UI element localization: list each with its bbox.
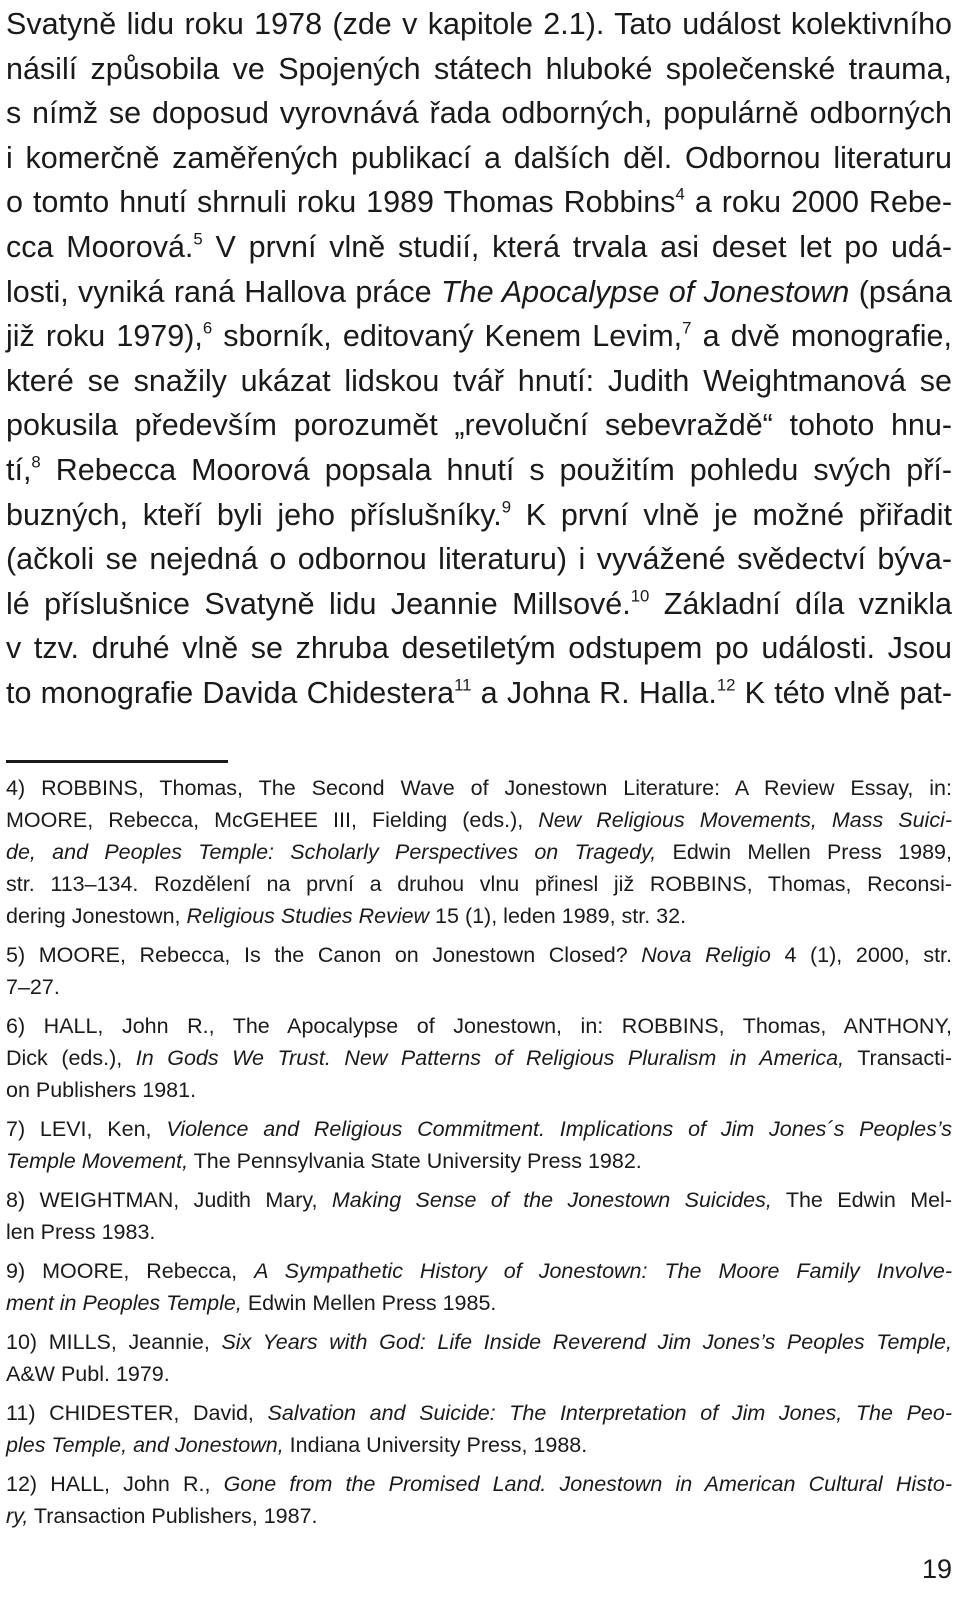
footnote-ref[interactable]: 7 [682, 318, 692, 338]
body-segment: K první vlně je možné přiřadit [511, 497, 952, 532]
work-title: The Apocalypse of Jonestown [440, 274, 850, 309]
footnote-line [6, 1042, 952, 1074]
footnote-segment: Transaction Publishers, 1987. [28, 1504, 318, 1528]
body-line [6, 314, 952, 359]
footnote-line: 4) ROBBINS, Thomas, The Second Wave of Jonestown Literature: A Review Essay, in: [6, 776, 952, 800]
footnote-ref[interactable]: 4 [675, 184, 685, 204]
body-line [6, 448, 952, 493]
footnote-segment: 8) WEIGHTMAN, Judith Mary, [6, 1188, 332, 1212]
footnote-line [6, 1287, 952, 1319]
body-segment: již roku 1979), [6, 319, 203, 354]
footnote-segment: Dick (eds.), [6, 1046, 136, 1070]
body-line: pokusila především porozumět „revoluční sebevraždě“ tohoto hnu- [6, 408, 952, 443]
body-segment: o tomto hnutí shrnuli roku 1989 Thomas Robbins [6, 185, 676, 220]
footnote-segment: Indiana University Press, 1988. [283, 1433, 588, 1457]
body-segment: a roku 2000 Rebe- [684, 185, 952, 220]
footnote-title: Making Sense of the Jonestown Suicides, [331, 1188, 772, 1212]
footnote-line [6, 1397, 952, 1429]
footnote-segment: 9) MOORE, Rebecca, [6, 1259, 255, 1283]
body-line [6, 225, 952, 270]
footnote-line: on Publishers 1981. [6, 1078, 197, 1102]
body-line: i komerčně zaměřených publikací a dalších děl. Odbornou literaturu [6, 140, 952, 175]
footnote-separator [6, 760, 228, 763]
footnote-line [6, 836, 952, 868]
body-segment: a Johna R. Halla. [471, 675, 717, 710]
footnote-line: 7–27. [6, 975, 60, 999]
footnote-segment: dering Jonestown, [6, 904, 187, 928]
footnote-ref[interactable]: 12 [716, 675, 736, 695]
footnote-segment: 4 (1), 2000, str. [770, 943, 952, 967]
body-segment: K této vlně pat- [735, 675, 952, 710]
body-line [6, 582, 952, 627]
footnote-title: ry, [6, 1504, 29, 1528]
page-number: 19 [921, 1554, 952, 1584]
body-line [6, 180, 952, 225]
footnote-ref[interactable]: 8 [31, 452, 41, 472]
footnote-line [6, 1255, 952, 1287]
footnote-line [6, 900, 952, 932]
body-segment: buzných, kteří byli jeho příslušníky. [6, 497, 502, 532]
footnote-11 [6, 1397, 952, 1461]
footnote-line [6, 1326, 952, 1358]
body-segment: lé příslušnice Svatyně lidu Jeannie Millsové. [6, 586, 631, 621]
footnote-ref[interactable]: 11 [454, 675, 472, 695]
footnote-line: A&W Publ. 1979. [6, 1362, 170, 1386]
footnote-title: In Gods We Trust. New Patterns of Religious Pluralism in America, [135, 1046, 845, 1070]
footnote-title: de, and Peoples Temple: Scholarly Perspectives on Tragedy, [6, 840, 657, 864]
footnote-line [6, 1184, 952, 1216]
body-segment: cca Moorová. [6, 229, 194, 264]
body-line: které se snažily ukázat lidskou tvář hnutí: Judith Weightmanová se [6, 363, 952, 398]
document-page [6, 0, 953, 1528]
footnote-title: Six Years with God: Life Inside Reverend Jim Jones’s Peoples Temple, [221, 1330, 952, 1354]
footnotes [6, 772, 952, 1539]
footnote-title: A Sympathetic History of Jonestown: The Moore Family Involve- [254, 1259, 952, 1283]
footnote-segment: 15 (1), leden 1989, str. 32. [429, 904, 687, 928]
body-line [6, 270, 952, 315]
footnote-title: Gone from the Promised Land. Jonestown in American Cultural Histo- [223, 1472, 952, 1496]
footnote-segment: 11) CHIDESTER, David, [6, 1401, 268, 1425]
footnote-ref[interactable]: 6 [202, 318, 213, 338]
body-line [6, 493, 952, 538]
footnote-title: ment in Peoples Temple, [6, 1291, 242, 1315]
body-text [6, 0, 952, 716]
footnote-title: New Religious Movements, Mass Suici- [538, 808, 953, 832]
body-line: v tzv. druhé vlně se zhruba desetiletým odstupem po události. Jsou [6, 631, 952, 666]
footnote-segment: The Edwin Mel- [771, 1188, 952, 1212]
body-segment: to monografie Davida Chidestera [6, 675, 455, 710]
footnote-line [6, 1500, 952, 1532]
body-line: Svatyně lidu roku 1978 (zde v kapitole 2.1). Tato událost kolektivního [6, 7, 952, 41]
footnote-segment: 7) LEVI, Ken, [6, 1117, 167, 1141]
footnote-segment: Transacti- [844, 1046, 952, 1070]
footnote-title: Temple Movement, [6, 1149, 189, 1173]
body-segment: losti, vyniká raná Hallova práce [6, 274, 432, 309]
footnote-segment: MOORE, Rebecca, McGEHEE III, Fielding (eds.), [6, 808, 539, 832]
footnote-12 [6, 1468, 952, 1532]
body-line [6, 671, 952, 716]
body-segment: Základní díla vznikla [649, 586, 952, 621]
body-line: (ačkoli se nejedná o odbornou literaturu) i vyvážené svědectví býva- [6, 542, 952, 577]
footnote-title: Salvation and Suicide: The Interpretation of Jim Jones, The Peo- [267, 1401, 952, 1425]
body-line: násilí způsobila ve Spojených státech hluboké společenské trauma, [6, 51, 952, 86]
footnote-line [6, 1145, 952, 1177]
footnote-title: Nova Religio [641, 943, 771, 967]
body-segment: a dvě monografie, [691, 319, 952, 354]
footnote-10 [6, 1326, 952, 1390]
footnote-ref[interactable]: 9 [501, 496, 512, 516]
footnote-line [6, 939, 952, 971]
body-segment: Rebecca Moorová popsala hnutí s použitím pohledu svých pří- [40, 452, 952, 487]
footnote-line [6, 1113, 952, 1145]
footnote-7 [6, 1113, 952, 1177]
footnote-line [6, 1468, 952, 1500]
footnote-4 [6, 772, 952, 932]
footnote-segment: 10) MILLS, Jeannie, [6, 1330, 222, 1354]
footnote-line: str. 113–134. Rozdělení na první a druhou vlnu přinesl již ROBBINS, Thomas, Reconsi- [6, 872, 952, 896]
footnote-ref[interactable]: 5 [193, 229, 203, 249]
footnote-line [6, 804, 952, 836]
footnote-segment: 5) MOORE, Rebecca, Is the Canon on Jonestown Closed? [6, 943, 642, 967]
footnote-segment: The Pennsylvania State University Press 1982. [188, 1149, 642, 1173]
body-segment: (psána [849, 274, 952, 309]
body-line: s nímž se doposud vyrovnává řada odborných, populárně odborných [6, 96, 952, 131]
body-segment: sborník, editovaný Kenem Levim, [212, 319, 683, 354]
body-segment: tí, [6, 452, 32, 487]
footnote-6 [6, 1010, 952, 1106]
footnote-title: ples Temple, and Jonestown, [6, 1433, 284, 1457]
footnote-9 [6, 1255, 952, 1319]
footnote-segment: Edwin Mellen Press 1985. [241, 1291, 497, 1315]
body-segment: V první vlně studií, která trvala asi deset let po udá- [202, 229, 952, 264]
footnote-5 [6, 939, 952, 1003]
footnote-title: Religious Studies Review [186, 904, 430, 928]
footnote-8 [6, 1184, 952, 1248]
footnote-line: len Press 1983. [6, 1220, 156, 1244]
footnote-ref[interactable]: 10 [630, 586, 650, 606]
footnote-segment: 12) HALL, John R., [6, 1472, 224, 1496]
footnote-line: 6) HALL, John R., The Apocalypse of Jonestown, in: ROBBINS, Thomas, ANTHONY, [6, 1014, 952, 1038]
footnote-segment: Edwin Mellen Press 1989, [656, 840, 952, 864]
footnote-line [6, 1429, 952, 1461]
footnote-title: Violence and Religious Commitment. Implications of Jim Jones´s Peoples’s [166, 1117, 952, 1141]
